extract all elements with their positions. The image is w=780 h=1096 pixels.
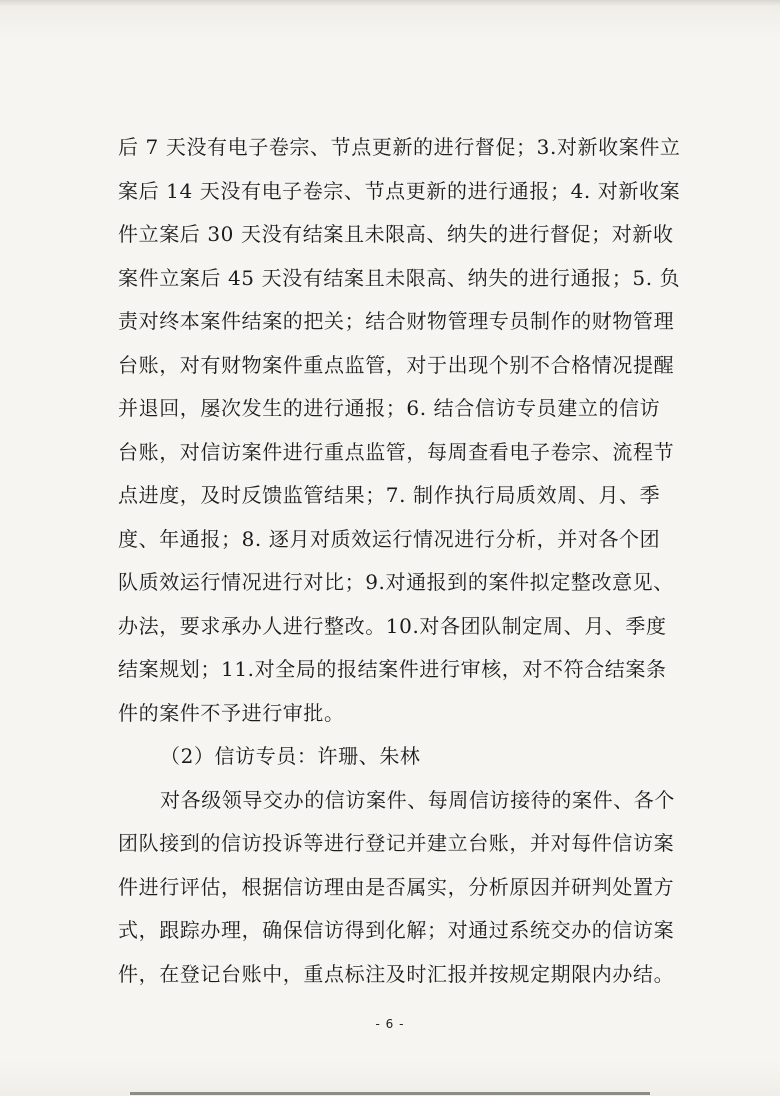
body-line: 责对终本案件结案的把关；结合财物管理专员制作的财物管理 bbox=[118, 309, 675, 333]
section-line: 式，跟踪办理，确保信访得到化解；对通过系统交办的信访案 bbox=[118, 918, 675, 942]
section-line: 对各级领导交办的信访案件、每周信访接待的案件、各个 bbox=[160, 787, 675, 812]
body-line: 办法，要求承办人进行整改。10.对各团队制定周、月、季度 bbox=[118, 613, 667, 638]
body-line: 队质效运行情况进行对比；9.对通报到的案件拟定整改意见、 bbox=[118, 570, 674, 594]
section-line: 团队接到的信访投诉等进行登记并建立台账，并对每件信访案 bbox=[118, 831, 675, 855]
body-line: 案后 14 天没有电子卷宗、节点更新的进行通报；4. 对新收案 bbox=[118, 178, 681, 203]
body-line: 点进度，及时反馈监管结果；7. 制作执行局质效周、月、季 bbox=[118, 483, 661, 507]
body-line: 件立案后 30 天没有结案且未限高、纳失的进行督促；对新收 bbox=[118, 222, 674, 246]
document-body bbox=[118, 126, 681, 996]
scan-edge-bottom bbox=[130, 1092, 650, 1095]
body-line: 度、年通报；8. 逐月对质效运行情况进行分析，并对各个团 bbox=[118, 526, 661, 551]
body-line: 并退回，屡次发生的进行通报；6. 结合信访专员建立的信访 bbox=[118, 396, 661, 420]
section-line: 件进行评估，根据信访理由是否属实，分析原因并研判处置方 bbox=[118, 874, 675, 899]
section-line: 件，在登记台账中，重点标注及时汇报并按规定期限内办结。 bbox=[118, 961, 675, 986]
scan-edge-top bbox=[0, 0, 780, 6]
body-line: 件的案件不予进行审批。 bbox=[118, 700, 345, 725]
body-line: 台账，对信访案件进行重点监管，每周查看电子卷宗、流程节 bbox=[118, 439, 675, 464]
page-number: - 6 - bbox=[375, 1017, 405, 1031]
body-line: 结案规划；11.对全局的报结案件进行审核，对不符合结案条 bbox=[118, 657, 667, 681]
body-line: 案件立案后 45 天没有结案且未限高、纳失的进行通报；5. 负 bbox=[118, 265, 681, 290]
section-heading: （2）信访专员：许珊、朱林 bbox=[160, 744, 421, 768]
body-line: 台账，对有财物案件重点监管，对于出现个别不合格情况提醒 bbox=[118, 352, 675, 377]
body-line: 后 7 天没有电子卷宗、节点更新的进行督促；3.对新收案件立 bbox=[118, 135, 681, 159]
